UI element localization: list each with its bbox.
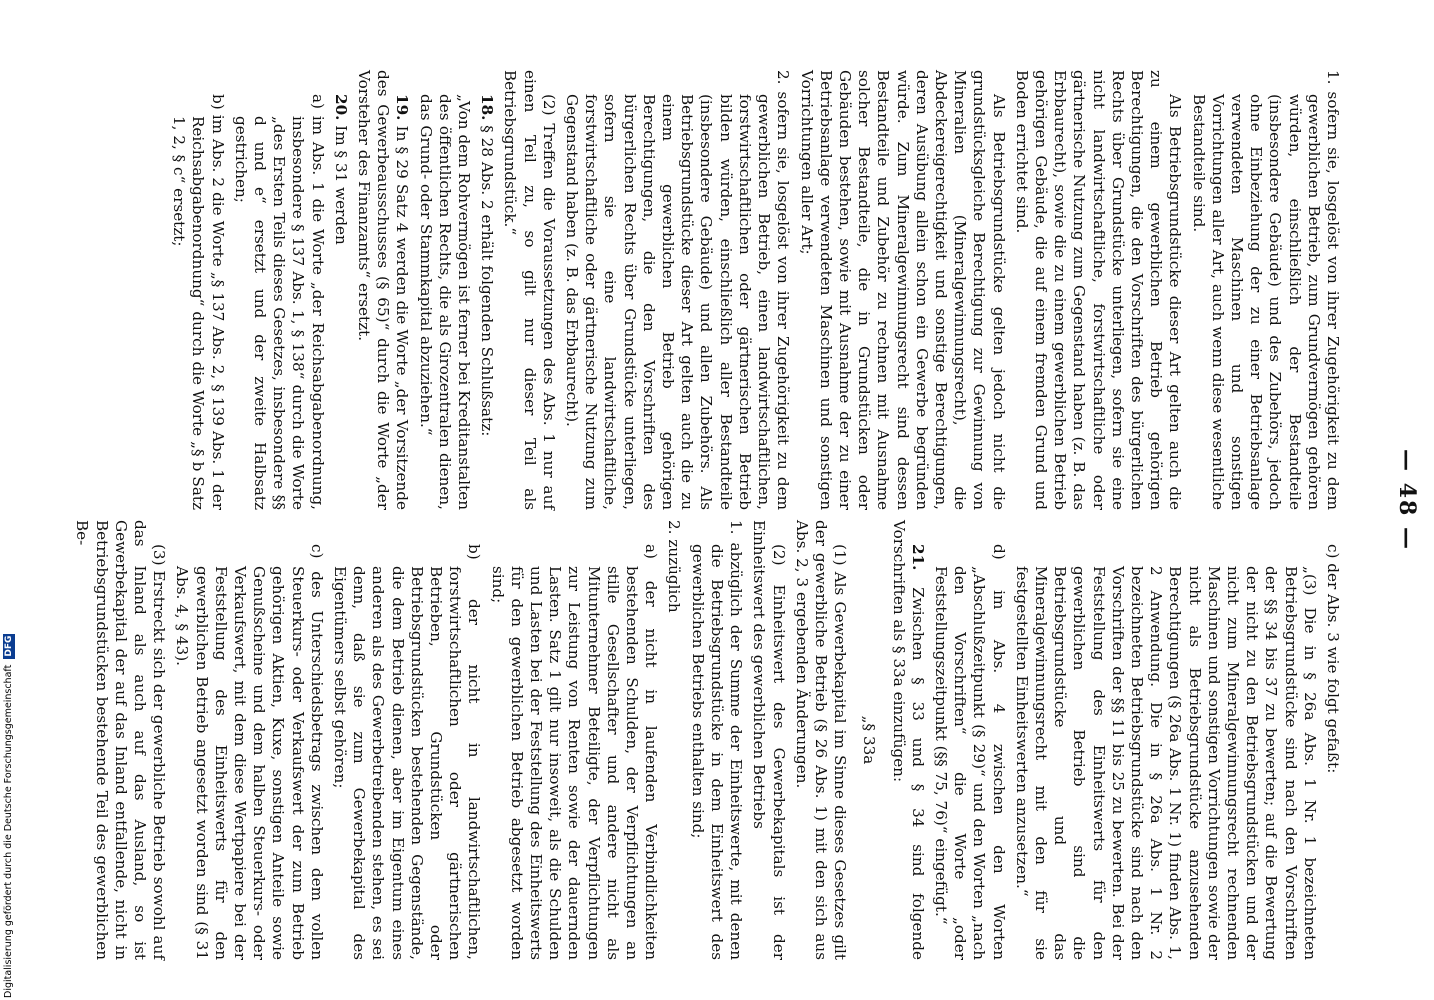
paragraph-text: a) im Abs. 1 die Worte „der Reichsabgabenordnung, insbesondere § 137 Abs. 1, § 138“ durch die Worte „des Ersten Teils dieses Gesetzes, insbesondere §§ d und e“ ersetzt und der zweite Halbsatz gestrichen; [231,94,327,510]
paragraph-text: Zwischen § 33 und § 34 sind folgende Vorschriften als § 33a einzufügen: [889,520,927,960]
paragraph-text: Als Betriebsgrundstücke dieser Art gelten auch die zu einem gewerblichen Betrieb gehörigen Berechtigungen, die den Vorschriften des bürgerlichen Rechts über Grundstücke unterliegen, sofern sie eine nicht landwirtschaftliche, forstwirtschaftliche oder gärtnerische Nutzung zum Gegenstand haben (z. B. das Erbbaurecht), sowie die zu einem gewerblichen Betrieb gehörigen Gebäude, die auf einem fremden Grund und Boden errichtet sind. [1012,70,1185,510]
paragraph [172,520,326,960]
paragraph [664,520,683,960]
paragraph-text: a) der nicht in laufenden Verbindlichkeiten bestehenden Schulden, der Verpflichtungen an stille Gesellschafter und andere nicht als Mitunternehmer Beteiligte, der Verpflichtungen zur Leistung von Renten sowie der dauernden Lasten. Satz 1 gilt nur insoweit, als die Schulden und Lasten bei der Feststellung des Einheitswerts für den gewerblichen Betrieb abgesetzt worden sind; [488,544,661,960]
paragraph [1323,520,1342,960]
paragraph [792,520,850,960]
page-number: — 48 — [1394,449,1420,551]
paragraph-text: 2. zuzüglich [665,520,684,613]
left-column [165,70,1342,510]
paragraph-text: b) der nicht in landwirtschaftlichen, forstwirtschaftlichen oder gärtnerischen Betrieben, Grundstücken oder Betriebsgrundstücken bestehenden Gegenstände, die dem Betrieb dienen, aber im Eigentum eines anderen als des Gewerbetreibenden stehen, es sei denn, daß sie zum Gewerbekapital des Eigentümers selbst gehören; [331,544,484,960]
paragraph-text: 1. abzüglich der Summe der Einheitswerte, mit denen die Betriebsgrundstücke in dem Einheitswert des gewerblichen Betriebs enthalten sind; [688,520,746,960]
paragraph [487,520,660,960]
paragraph-text: b) im Abs. 2 die Worte „§ 137 Abs. 2, § 139 Abs. 1 der Reichsabgabenordnung“ durch die Worte „§ b Satz 1, 2, § c“ ersetzt; [170,94,227,510]
paragraph-text: (2) Einheitswert des Gewerbekapitals ist der Einheitswert des gewerblichen Betriebs [750,520,788,960]
paragraph [688,520,746,960]
paragraph-text: d) im Abs. 4 zwischen den Worten „Abschlußzeitpunkt (§ 29)“ und den Worten „nach den Vorschriften“ die Worte „oder Feststellungszeitpunkt (§§ 75, 76)“ eingefügt.“ [931,544,1008,960]
paragraph-text: „§ 33a [860,715,879,765]
right-column [68,520,1342,960]
footer-credit-text: Digitalisierung gefördert durch die Deutsche Forschungsgemeinschaft [3,664,14,998]
paragraph [477,70,496,510]
paragraph-text: „(3) Die in § 26a Abs. 1 Nr. 1 bezeichneten Betriebsgrundstücke sind nach den Vorschriften der §§ 34 bis 37 zu bewerten; auf die Bewertung der nicht zu den Betriebsgrundstücken und der nicht zum Mineralgewinnungsrecht rechnenden Maschinen und sonstigen Vorrichtungen sowie der nicht als Betriebsgrundstücke anzusehenden Berechtigungen (§ 26a Abs. 1 Nr. 1) finden Abs. 1, 2 Anwendung. Die in § 26a Abs. 1 Nr. 2 bezeichneten Betriebsgrundstücke sind nach den Vorschriften der §§ 11 bis 25 zu bewerten. Bei der Feststellung des Einheitswerts für den gewerblichen Betrieb sind die Betriebsgrundstücke und das Mineralgewinnungsrecht mit den für sie festgestellten Einheitswerten anzusetzen.“ [1012,566,1319,960]
paragraph-text: (3) Erstreckt sich der gewerbliche Betrieb sowohl auf das Inland als auch auf das Ausland, so ist Gewerbekapital der auf das Inland entfallende, nicht in Betriebsgrundstücken bestehende Teil des gewerblichen Be- [73,520,169,960]
paragraph-text: 2. sofern sie, losgelöst von ihrer Zugehörigkeit zu dem gewerblichen Betrieb, einen landwirtschaftlichen, forstwirtschaftlichen oder gärtnerischen Betrieb bilden würden, einschließlich aller Bestandteile (insbesondere Gebäude) und allen Zubehörs. Als Betriebsgrundstücke dieser Art gelten auch die zu einem gewerblichen Betrieb gehörigen Berechtigungen, die den Vorschriften des bürgerlichen Rechts über Grundstücke unterliegen, sofern sie eine landwirtschaftliche, forstwirtschaftliche oder gärtnerische Nutzung zum Gegenstand haben (z. B. das Erbbaurecht). [563,70,793,510]
paragraph-text: Im § 31 werden [331,120,350,245]
paragraph [888,520,926,960]
paragraph-text: c) des Unterschiedsbetrags zwischen dem vollen Steuerkurs- oder Verkaufswert der zum Betrieb gehörigen Aktien, Kuxe, sonstigen Anteile sowie Genußscheine und dem halben Steuerkurs- oder Verkaufswert, mit dem diese Wertpapiere bei der Feststellung des Einheitswerts für den gewerblichen Betrieb angesetzt worden sind (§ 31 Abs. 4, § 43). [173,544,326,960]
paragraph [500,70,558,510]
paragraph [859,520,878,960]
paragraph [931,520,1008,960]
paragraph-text: (2) Treffen die Voraussetzungen des Abs. 1 nur auf einen Teil zu, so gilt nur dieser Teil als Betriebsgrundstück.“ [501,70,558,510]
section-number: 19. [393,94,412,121]
paragraph [1188,70,1342,510]
paragraph-text: § 28 Abs. 2 erhält folgenden Schlußsatz: [478,120,497,437]
paragraph [330,520,484,960]
section-number: 18. [478,94,497,121]
paragraph-text: Als Betriebsgrundstücke gelten jedoch nicht die grundstücksgleiche Berechtigung zur Gewinnung von Mineralien (Mineralgewinnungsrecht), die Abdeckereigerechtigkeit und sonstige Berechtigungen, deren Ausübung allein schon ein Gewerbe begründen würde. Zum Mineralgewinnungsrecht sind dessen Bestandteile und Zubehör zu rechnen mit Ausnahme solcher Bestandteile, die in Grundstücken oder Gebäuden bestehen, sowie mit Ausnahme der zu einer Betriebsanlage verwendeten Maschinen und sonstigen Vorrichtungen aller Art; [797,70,1008,510]
paragraph [231,70,327,510]
paragraph [1012,520,1319,960]
dfg-logo: DFG [4,635,14,657]
paragraph-text: 1. sofern sie, losgelöst von ihrer Zugehörigkeit zu dem gewerblichen Betrieb, zum Grundvermögen gehören würden, einschließlich der Bestandteile (insbesondere Gebäude) und des Zubehörs, jedoch ohne Einbeziehung der zu einer Betriebsanlage verwendeten Maschinen und sonstigen Vorrichtungen aller Art, auch wenn diese wesentliche Bestandteile sind. [1189,70,1342,510]
paragraph [415,70,473,510]
paragraph-text: (1) Als Gewerbekapital im Sinne dieses Gesetzes gilt der gewerbliche Betrieb (§ 26 Abs. 1) mit den sich aus Abs. 2, 3 ergebenden Änderungen. [792,520,850,960]
paragraph [169,70,227,510]
section-number: 20. [331,94,350,121]
paragraph-text: „Von dem Rohvermögen ist ferner bei Kreditanstalten des öffentlichen Rechts, die als Girozentralen dienen, das Grund- oder Stammkapital abzuziehen.“ [416,94,474,510]
section-number: 21. [908,544,927,571]
paragraph [796,70,1007,510]
digitization-credit [2,604,16,998]
paragraph-text: c) der Abs. 3 wie folgt gefaßt: [1324,544,1342,774]
paragraph [562,70,792,510]
paragraph [749,520,787,960]
paragraph [1012,70,1185,510]
paragraph [72,520,168,960]
paragraph-text: In § 29 Satz 4 werden die Worte „der Vorsitzende des Gewerbeausschusses (§ 65)“ durch die Worte „der Vorsteher des Finanzamts“ ersetzt. [355,70,412,510]
paragraph [354,70,412,510]
paragraph [331,70,350,510]
